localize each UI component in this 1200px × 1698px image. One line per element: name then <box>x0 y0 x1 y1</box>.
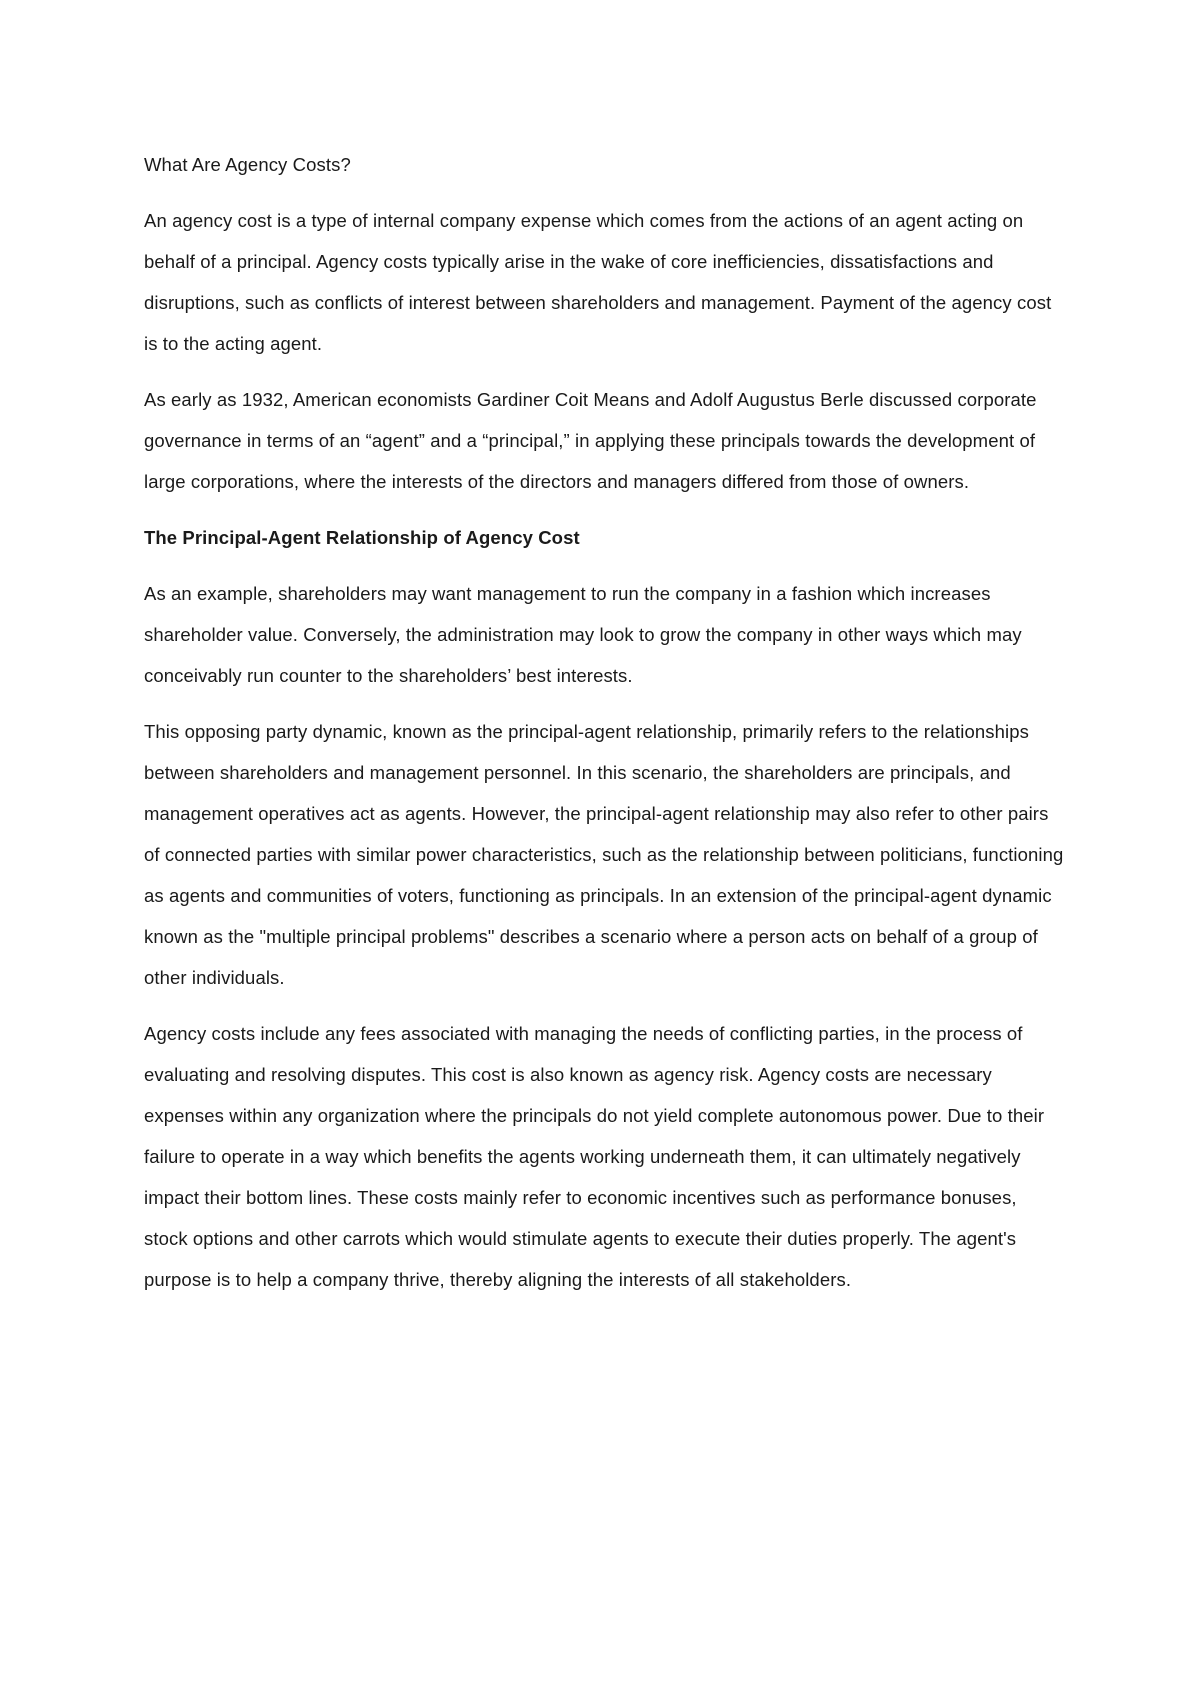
paragraph-agency-cost-definition: An agency cost is a type of internal company expense which comes from the actions of an agent acting on behalf of a principal. Agency costs typically arise in the wake of core inefficiencies, dissatisfactions and disruptions, such as conflicts of interest between shareholders and management. Payment of the agency cost is to the acting agent. <box>144 210 1052 354</box>
section-heading: The Principal-Agent Relationship of Agency Cost <box>144 527 580 548</box>
paragraph-principal-agent-dynamic: This opposing party dynamic, known as the principal-agent relationship, primarily refers to the relationships between shareholders and management personnel. In this scenario, the shareholders are principals, and management operatives act as agents. However, the principal-agent relationship may also refer to other pairs of connected parties with similar power characteristics, such as the relationship between politicians, functioning as agents and communities of voters, functioning as principals. In an extension of the principal-agent dynamic known as the "multiple principal problems" describes a scenario where a person acts on behalf of a group of other individuals. <box>144 721 1064 988</box>
document-title: What Are Agency Costs? <box>144 154 351 175</box>
paragraph-example: As an example, shareholders may want management to run the company in a fashion which increases shareholder value. Conversely, the administration may look to grow the company in other ways which may conceivably run counter to the shareholders’ best interests. <box>144 583 1022 686</box>
paragraph-agency-cost-fees: Agency costs include any fees associated with managing the needs of conflicting parties, in the process of evaluating and resolving disputes. This cost is also known as agency risk. Agency costs are necessary expenses within any organization where the principals do not yield complete autonomous power. Due to their failure to operate in a way which benefits the agents working underneath them, it can ultimately negatively impact their bottom lines. These costs mainly refer to economic incentives such as performance bonuses, stock options and other carrots which would stimulate agents to execute their duties properly. The agent's purpose is to help a company thrive, thereby aligning the interests of all stakeholders. <box>144 1023 1045 1290</box>
document-body <box>144 144 1064 1315</box>
paragraph-history-1932: As early as 1932, American economists Gardiner Coit Means and Adolf Augustus Berle discussed corporate governance in terms of an “agent” and a “principal,” in applying these principals towards the development of large corporations, where the interests of the directors and managers differed from those of owners. <box>144 389 1037 492</box>
